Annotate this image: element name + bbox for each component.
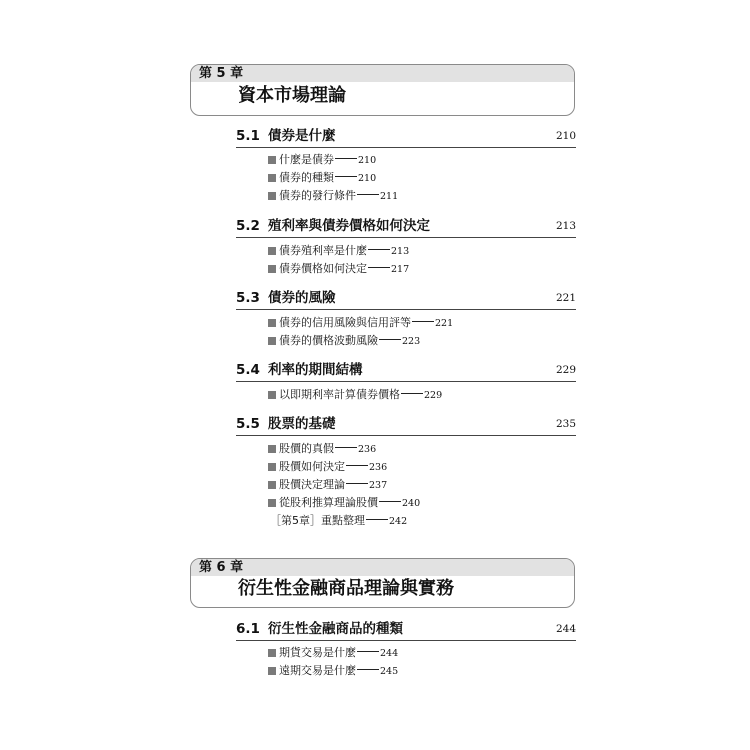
bullet-square-icon [268,499,276,507]
section-heading [236,289,576,310]
toc-item [268,476,568,494]
item-text: 股價的真假 [279,442,334,455]
leader-dash [335,158,357,159]
toc-item [268,151,568,169]
bullet-square-icon [268,174,276,182]
item-page: 237 [369,480,388,491]
item-page: 221 [435,318,454,329]
section-page: 221 [555,292,576,304]
leader-dash [368,249,390,250]
section-page: 229 [555,364,576,376]
item-page: 213 [391,246,410,257]
section-heading [236,217,576,238]
leader-dash [335,447,357,448]
section-title: 股票的基礎 [268,416,336,432]
section-heading [236,361,576,382]
toc-item [268,242,568,260]
item-text: 股價如何決定 [279,460,345,473]
item-page: 211 [380,191,399,202]
toc-item [268,386,568,404]
item-page: 236 [369,462,388,473]
bullet-square-icon [268,667,276,675]
section-title: 殖利率與債券價格如何決定 [268,218,430,234]
toc-item [268,187,568,205]
toc-item [268,644,568,662]
bullet-square-icon [268,391,276,399]
section-title: 債券的風險 [268,290,336,306]
chapter-number: 第 5 章 [199,66,244,81]
section-title: 衍生性金融商品的種類 [268,621,403,637]
section-title: 債券是什麼 [268,128,336,144]
section-items [268,242,568,278]
toc-item [268,494,568,512]
toc-item [268,260,568,278]
item-text: 債券的種類 [279,171,334,184]
section-heading [236,127,576,148]
item-text: 什麼是債券 [279,153,334,166]
chapter-title: 衍生性金融商品理論與實務 [238,578,454,599]
section-page: 235 [555,418,576,430]
item-text: 債券價格如何決定 [279,262,367,275]
section-number: 5.4 [236,362,260,378]
section-number: 5.3 [236,290,260,306]
item-text: 債券殖利率是什麼 [279,244,367,257]
section-heading [236,620,576,641]
bullet-square-icon [268,649,276,657]
section-page: 244 [555,623,576,635]
item-page: 223 [402,336,421,347]
section-number: 5.5 [236,416,260,432]
bullet-square-icon [268,445,276,453]
item-text: 債券的發行條件 [279,189,356,202]
bullet-square-icon [268,156,276,164]
section-title: 利率的期間結構 [268,362,363,378]
item-page: 244 [380,648,399,659]
item-text: 從股利推算理論股價 [279,496,378,509]
chapter-number-bar [191,65,574,82]
item-page: 229 [424,390,443,401]
bullet-square-icon [268,463,276,471]
item-text: 債券的價格波動風險 [279,334,378,347]
section-number: 5.2 [236,218,260,234]
leader-dash [346,465,368,466]
item-text: 股價決定理論 [279,478,345,491]
section-items [268,314,568,350]
leader-dash [357,669,379,670]
section-items [268,440,568,530]
item-page: 210 [358,155,377,166]
leader-dash [412,321,434,322]
item-text: 以即期利率計算債券價格 [279,388,400,401]
chapter-header [190,558,575,608]
leader-dash [366,519,388,520]
leader-dash [346,483,368,484]
leader-dash [357,651,379,652]
toc-item [268,440,568,458]
item-page: 210 [358,173,377,184]
toc-item [268,458,568,476]
bullet-square-icon [268,265,276,273]
toc-item [268,169,568,187]
item-page: 245 [380,666,399,677]
item-text: 債券的信用風險與信用評等 [279,316,411,329]
section-items [268,386,568,404]
item-text: 遠期交易是什麼 [279,664,356,677]
toc-item [268,662,568,680]
section-page: 210 [555,130,576,142]
item-text: ［第5章］重點整理 [270,514,365,527]
item-page: 240 [402,498,421,509]
bullet-square-icon [268,481,276,489]
bullet-square-icon [268,337,276,345]
section-items [268,151,568,205]
section-number: 6.1 [236,621,260,637]
bullet-square-icon [268,247,276,255]
section-items [268,644,568,680]
item-text: 期貨交易是什麼 [279,646,356,659]
leader-dash [335,176,357,177]
item-page: 242 [389,516,408,527]
leader-dash [379,501,401,502]
item-page: 217 [391,264,410,275]
chapter-title: 資本市場理論 [238,85,346,106]
leader-dash [379,339,401,340]
bullet-square-icon [268,319,276,327]
section-page: 213 [555,220,576,232]
leader-dash [401,393,423,394]
toc-item [268,314,568,332]
leader-dash [368,267,390,268]
chapter-number: 第 6 章 [199,560,244,575]
chapter-header [190,64,575,116]
toc-item [268,332,568,350]
bullet-square-icon [268,192,276,200]
item-page: 236 [358,444,377,455]
chapter-summary-item [268,512,568,530]
section-number: 5.1 [236,128,260,144]
leader-dash [357,194,379,195]
chapter-number-bar [191,559,574,576]
section-heading [236,415,576,436]
